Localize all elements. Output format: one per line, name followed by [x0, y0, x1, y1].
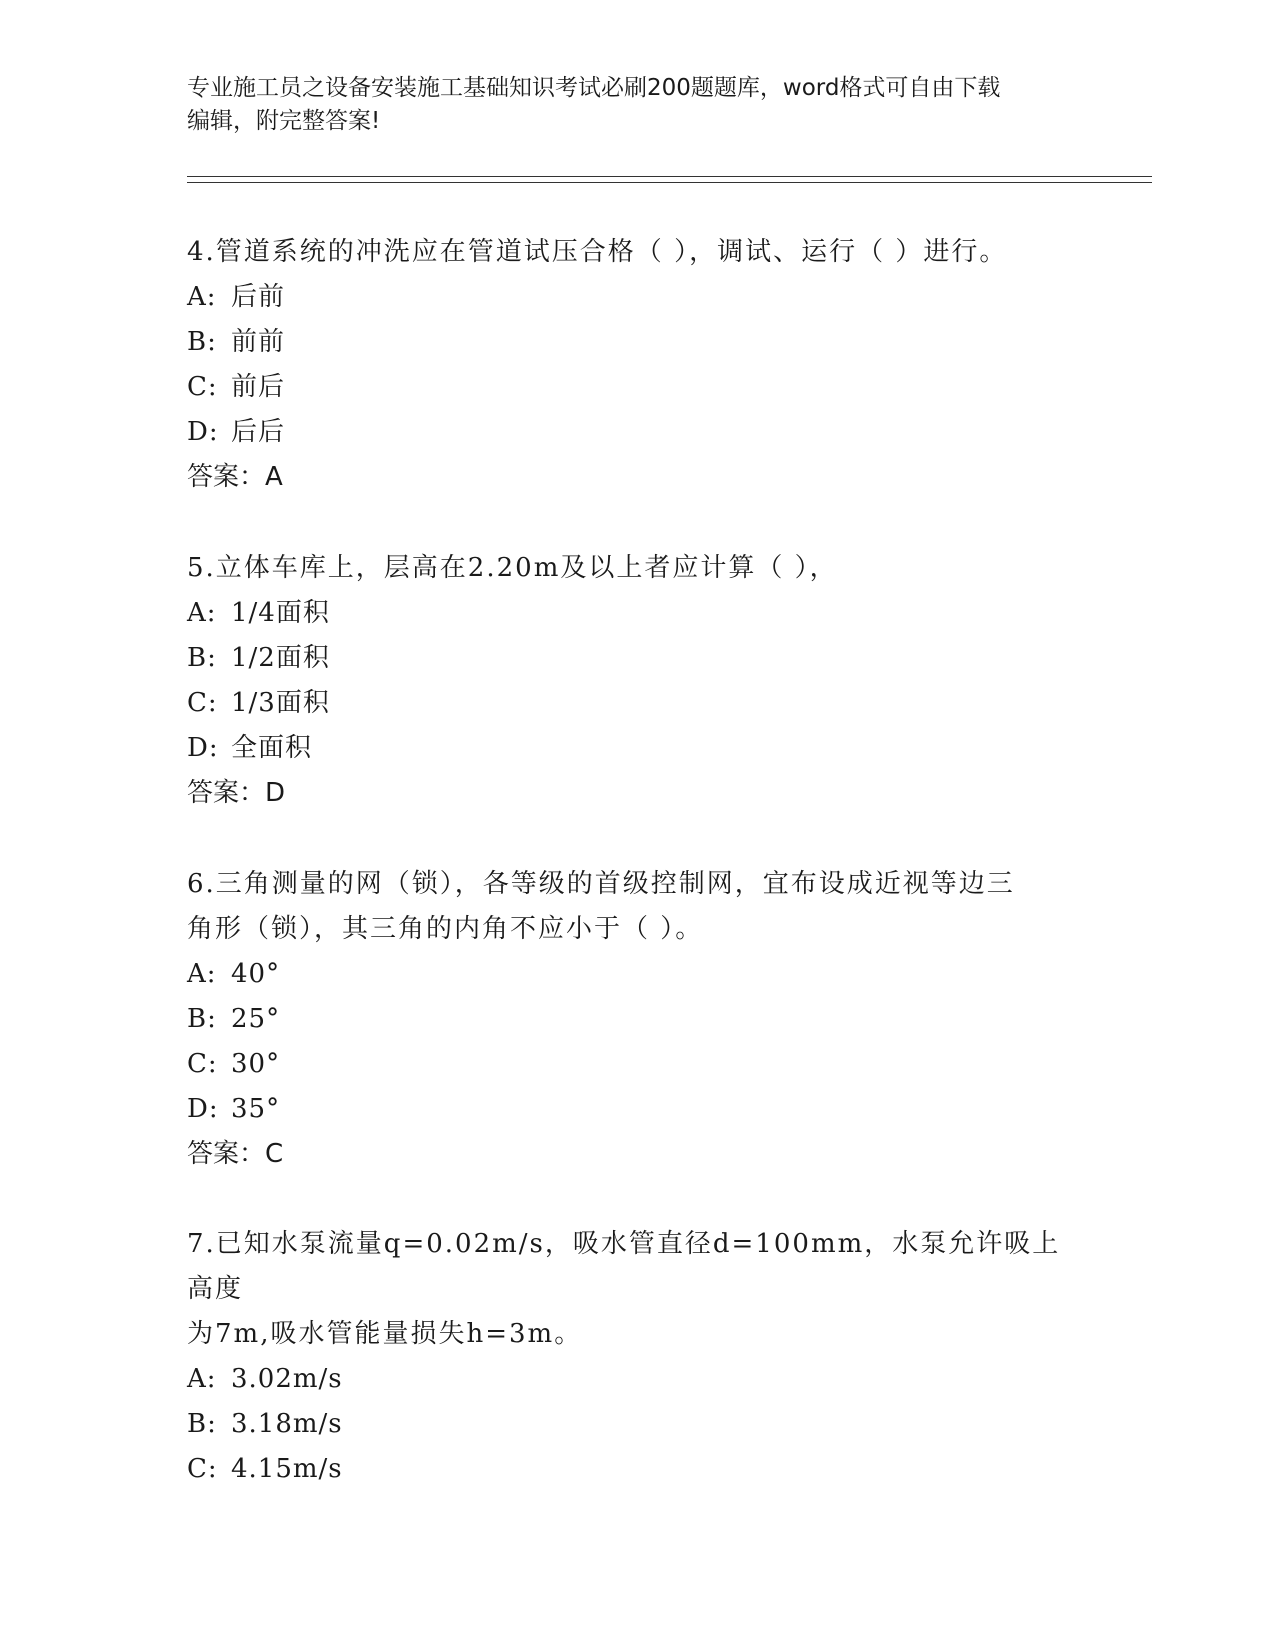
option-c [187, 1042, 1087, 1087]
option-text: 1/3面积 [231, 688, 330, 718]
document-header [187, 72, 1087, 138]
option-b [187, 997, 1087, 1042]
question-text: 4.管道系统的冲洗应在管道试压合格（ ），调试、运行（ ）进行。 [187, 237, 1008, 267]
option-a [187, 275, 1087, 320]
option-text: 3.02m/s [231, 1364, 343, 1394]
question-text: 5.立体车库上，层高在2.20m及以上者应计算（ ）， [187, 553, 838, 583]
option-text: 1/2面积 [231, 643, 330, 673]
option-d [187, 726, 1087, 771]
question-5 [187, 546, 1087, 816]
answer: 答案：C [187, 1139, 284, 1169]
option-text: 后前 [231, 282, 286, 312]
question-4 [187, 230, 1087, 500]
question-text-line-1: 7.已知水泵流量q=0.02m/s，吸水管直径d=100mm，水泵允许吸上高度 [187, 1229, 1061, 1304]
option-letter: C: [187, 372, 218, 402]
option-letter: D: [187, 733, 219, 763]
option-text: 全面积 [231, 733, 313, 763]
header-divider-bottom [187, 182, 1152, 183]
option-d [187, 410, 1087, 455]
option-a [187, 1357, 1087, 1402]
option-text: 25° [231, 1004, 281, 1034]
option-text: 3.18m/s [231, 1409, 343, 1439]
option-letter: B: [187, 1409, 217, 1439]
option-text: 前后 [231, 372, 286, 402]
option-letter: C: [187, 688, 218, 718]
option-c [187, 681, 1087, 726]
option-letter: D: [187, 417, 219, 447]
option-b [187, 320, 1087, 365]
option-text: 后后 [231, 417, 286, 447]
option-c [187, 1447, 1087, 1492]
option-b [187, 636, 1087, 681]
header-line-2: 编辑，附完整答案! [187, 108, 381, 134]
option-letter: A: [187, 282, 217, 312]
option-text: 4.15m/s [231, 1454, 343, 1484]
answer: 答案：A [187, 462, 283, 492]
option-text: 30° [231, 1049, 281, 1079]
option-a [187, 591, 1087, 636]
answer: 答案：D [187, 778, 286, 808]
header-line-1: 专业施工员之设备安装施工基础知识考试必刷200题题库，word格式可自由下载 [187, 75, 1001, 101]
option-a [187, 952, 1087, 997]
option-letter: B: [187, 643, 217, 673]
option-letter: B: [187, 327, 217, 357]
option-text: 1/4面积 [231, 598, 330, 628]
question-7 [187, 1222, 1087, 1492]
option-letter: A: [187, 1364, 217, 1394]
option-text: 前前 [231, 327, 286, 357]
question-text-line-2: 角形（锁），其三角的内角不应小于（ ）。 [187, 914, 704, 944]
option-d [187, 1087, 1087, 1132]
option-letter: B: [187, 1004, 217, 1034]
question-text-line-2: 为7m,吸水管能量损失h=3m。 [187, 1319, 583, 1349]
option-c [187, 365, 1087, 410]
option-text: 35° [231, 1094, 281, 1124]
option-text: 40° [231, 959, 281, 989]
option-letter: A: [187, 598, 217, 628]
option-b [187, 1402, 1087, 1447]
option-letter: D: [187, 1094, 219, 1124]
option-letter: A: [187, 959, 217, 989]
header-divider-top [187, 176, 1152, 177]
option-letter: C: [187, 1454, 218, 1484]
question-6 [187, 862, 1087, 1177]
option-letter: C: [187, 1049, 218, 1079]
question-text-line-1: 6.三角测量的网（锁），各等级的首级控制网，宜布设成近视等边三 [187, 869, 1015, 899]
